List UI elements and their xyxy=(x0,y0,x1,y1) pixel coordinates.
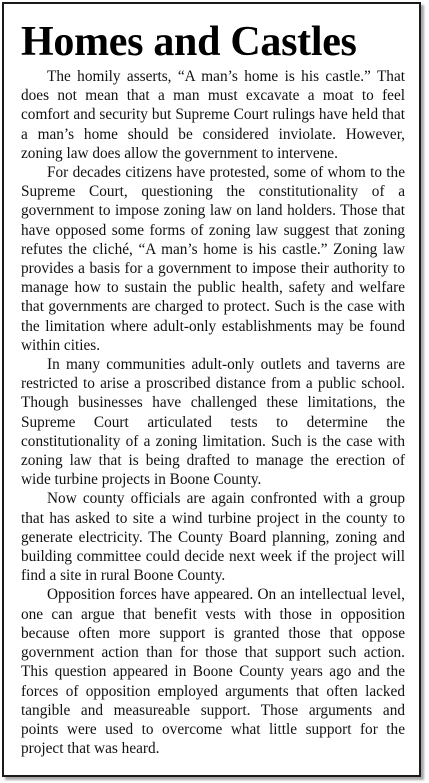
article-paragraph: The homily asserts, “A man’s home is his castle.” That does not mean that a man must excavate a moat to feel comfort and security but Supreme Court rulings have held that a man’s home should be considered inviolate. However, zoning law does allow the government to intervene. xyxy=(21,68,405,162)
article-paragraph: Now county officials are again confronted with a group that has asked to site a wind turbine project in the county to generate electricity. The County Board planning, zoning and building committee could decide next week if the project will find a site in rural Boone County. xyxy=(21,490,405,585)
article-paragraph: Opposition forces have appeared. On an intellectual level, one can argue that benefit vests with those in opposition because often more support is granted those that oppose government action than for those that support such action. This question appeared in Boone County years ago and the forces of opposition employed arguments that often lacked tangible and measureable support. Those arguments and points were used to overcome what little support for the project that was heard. xyxy=(21,586,405,758)
newspaper-clipping xyxy=(2,2,421,777)
article-paragraph: For decades citizens have protested, some of whom to the Supreme Court, questioning the constitutionality of a government to impose zoning law on land holders. Those that have opposed some forms of zoning law suggest that zoning refutes the cliché, “A man’s home is his castle.” Zoning law provides a basis for a government to impose their authority to manage how to sustain the public health, safety and welfare that governments are charged to protect. Such is the case with the limitation where adult-only establishments may be found within cities. xyxy=(21,164,405,354)
article-paragraph: In many communities adult-only outlets and taverns are restricted to arise a proscribed distance from a public school. Though businesses have challenged these limitations, the Supreme Court articulated tests to determine the constitutionality of a zoning limitation. Such is the case with zoning law that is being drafted to manage the erection of wide turbine projects in Boone County. xyxy=(21,356,405,489)
article-headline: Homes and Castles xyxy=(21,19,357,65)
article-body xyxy=(21,67,405,758)
